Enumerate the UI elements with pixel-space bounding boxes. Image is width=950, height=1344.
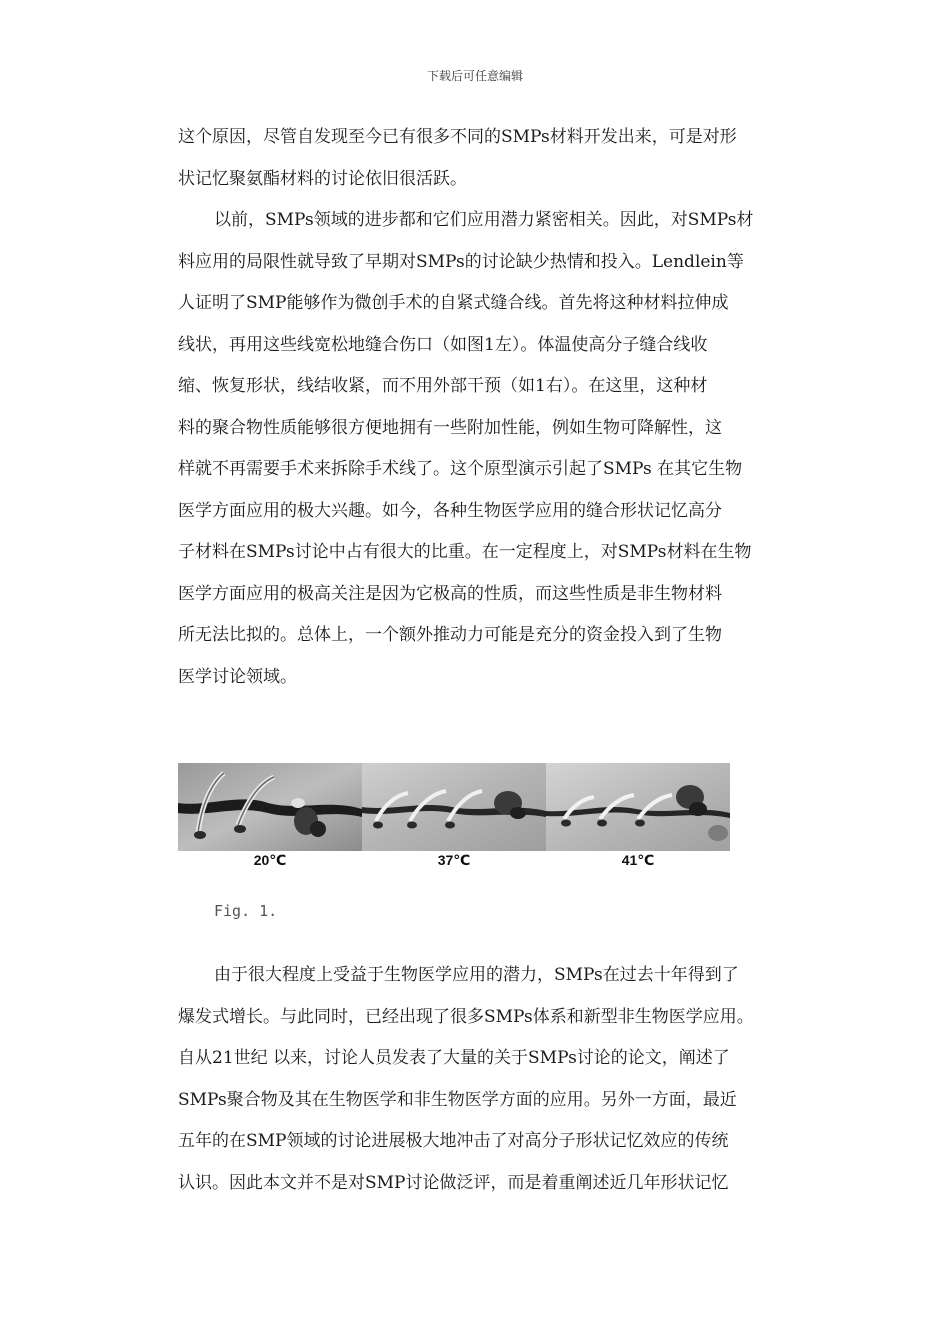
text-line: 医学方面应用的极大兴趣。如今，各种生物医学应用的缝合形状记忆高分 — [178, 500, 722, 521]
text-line: 线状，再用这些线宽松地缝合伤口（如图1左）。体温使高分子缝合线收 — [178, 334, 708, 355]
text-line: 五年的在SMP领域的讨论进展极大地冲击了对高分子形状记忆效应的传统 — [178, 1131, 729, 1151]
figure-caption: Fig. 1. — [214, 902, 278, 920]
figure-temperature-labels — [178, 852, 730, 869]
text-line: 料的聚合物性质能够很方便地拥有一些附加性能，例如生物可降解性，这 — [178, 417, 722, 438]
text-line: 人证明了SMP能够作为微创手术的自紧式缝合线。首先将这种材料拉伸成 — [178, 293, 729, 313]
text-line: 自从21世纪 以来，讨论人员发表了大量的关于SMPs讨论的论文，阐述了 — [178, 1048, 730, 1068]
temperature-label: 20℃ — [253, 852, 287, 868]
figure-panel-37c — [362, 763, 546, 851]
paragraph — [178, 117, 818, 200]
text-line: SMPs聚合物及其在生物医学和非生物医学方面的应用。另外一方面，最近 — [178, 1089, 737, 1110]
suture-photo — [362, 763, 546, 851]
text-line: 医学讨论领域。 — [178, 666, 297, 687]
text-line: 医学方面应用的极高关注是因为它极高的性质，而这些性质是非生物材料 — [178, 583, 722, 604]
suture-photo — [178, 763, 362, 851]
text-line: 料应用的局限性就导致了早期对SMPs的讨论缺少热情和投入。Lendlein等 — [178, 251, 744, 272]
text-line: 这个原因，尽管自发现至今已有很多不同的SMPs材料开发出来，可是对形 — [178, 127, 737, 147]
figure-panel-41c — [546, 763, 730, 851]
text-line: 子材料在SMPs讨论中占有很大的比重。在一定程度上，对SMPs材料在生物 — [178, 542, 752, 562]
text-line: 缩、恢复形状，线结收紧，而不用外部干预（如1右）。在这里，这种材 — [178, 376, 708, 396]
body-text-top — [178, 117, 818, 698]
text-line: 爆发式增长。与此同时，已经出现了很多SMPs体系和新型非生物医学应用。 — [178, 1006, 754, 1027]
temperature-label: 41℃ — [621, 852, 655, 868]
text-line: 状记忆聚氨酯材料的讨论依旧很活跃。 — [178, 168, 467, 189]
text-line: 所无法比拟的。总体上，一个额外推动力可能是充分的资金投入到了生物 — [178, 625, 722, 645]
text-line: 样就不再需要手术来拆除手术线了。这个原型演示引起了SMPs 在其它生物 — [178, 459, 743, 479]
paragraph — [178, 955, 818, 1204]
page-header: 下载后可任意编辑 — [426, 69, 523, 83]
body-text-bottom — [178, 955, 818, 1204]
suture-photo — [546, 763, 730, 851]
text-line: 由于很大程度上受益于生物医学应用的潜力，SMPs在过去十年得到了 — [214, 965, 739, 985]
figure-panel-20c — [178, 763, 362, 851]
text-line: 认识。因此本文并不是对SMP讨论做泛评，而是着重阐述近几年形状记忆 — [178, 1172, 729, 1193]
text-line: 以前，SMPs领域的进步都和它们应用潜力紧密相关。因此，对SMPs材 — [214, 210, 754, 230]
paragraph — [178, 200, 818, 698]
temperature-label: 37℃ — [437, 852, 471, 868]
suture-figure — [178, 763, 730, 851]
